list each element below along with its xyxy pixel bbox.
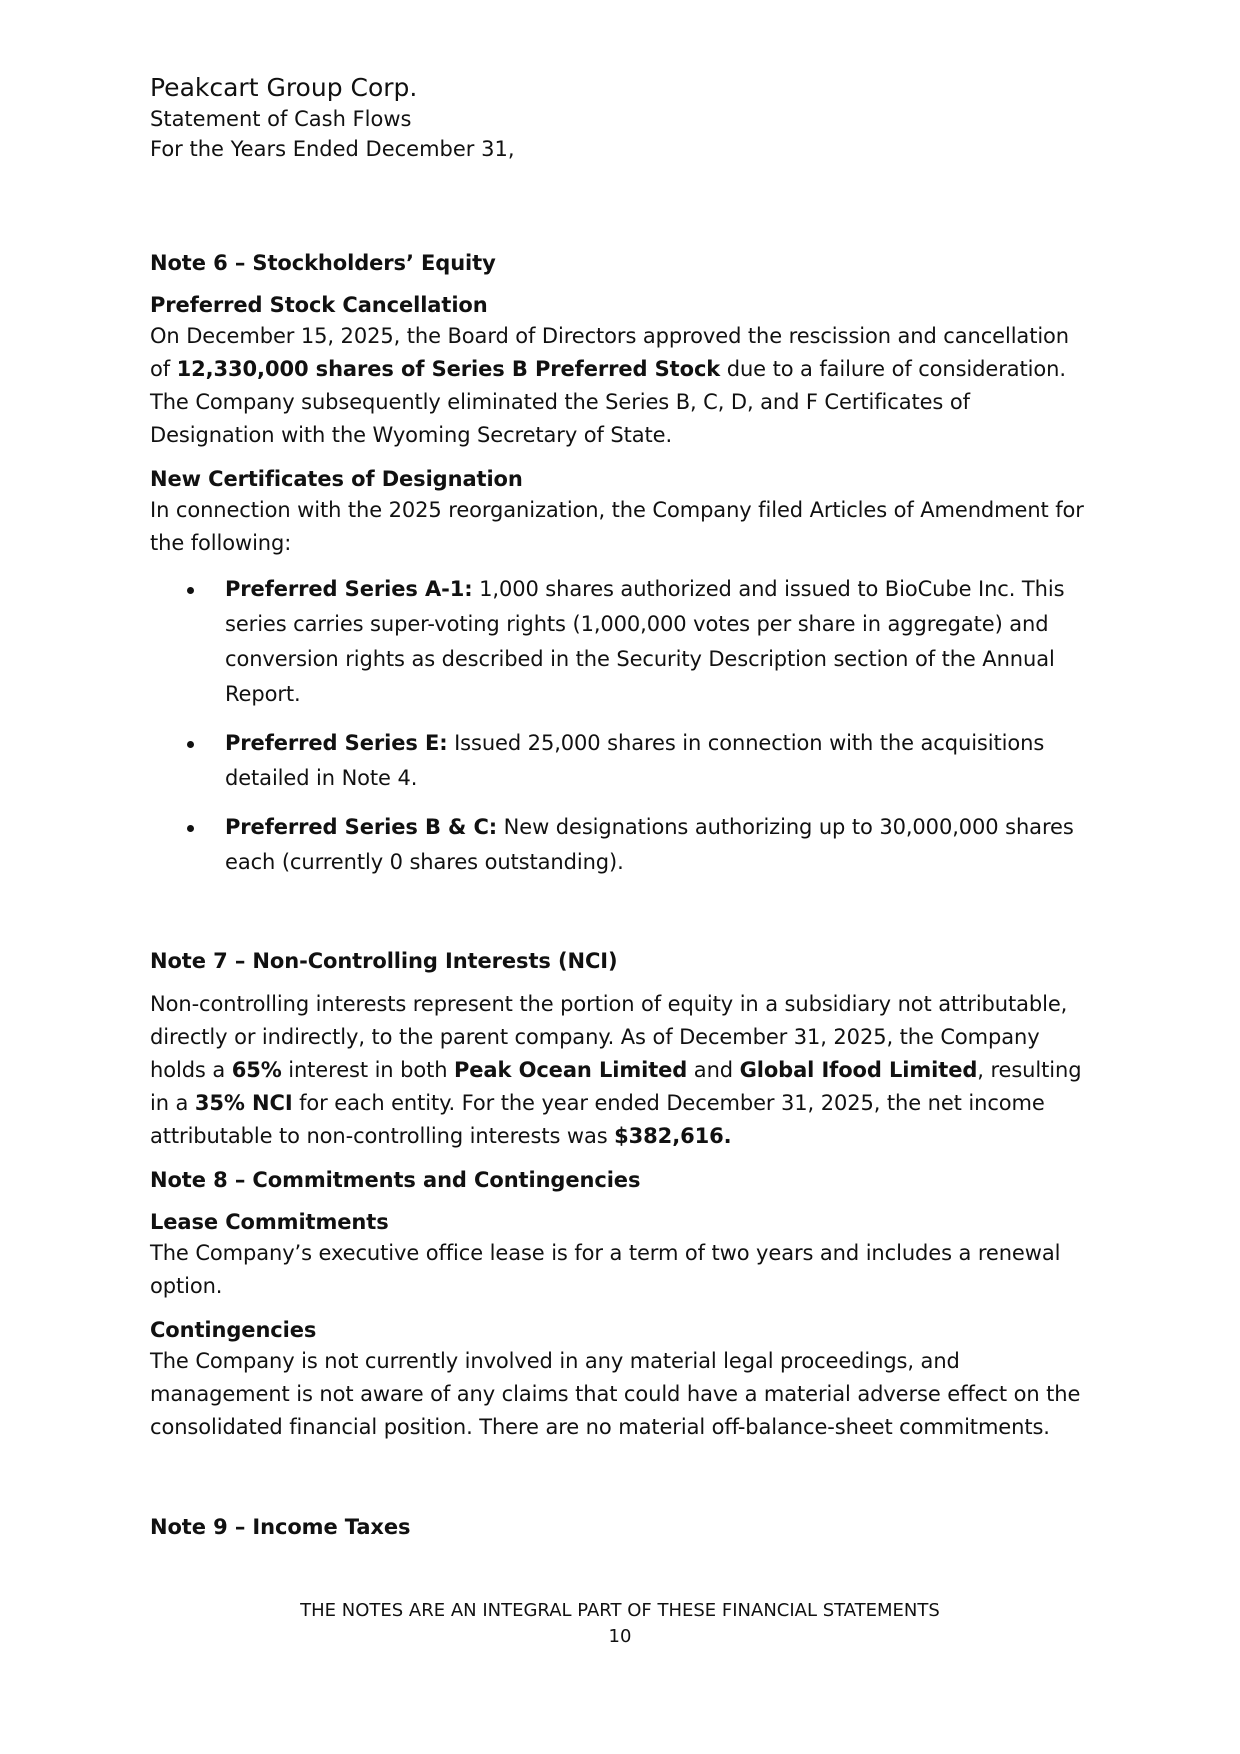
bold-text: $382,616. [614,1124,732,1148]
statement-period: For the Years Ended December 31, [150,137,515,161]
note-6-title: Note 6 – Stockholders’ Equity [150,251,496,275]
page-number: 10 [608,1626,632,1647]
text-run: for each entity. For the year ended December 31, 2025, the net income attributable to non-controlling interests was [150,1091,1045,1148]
bullet-icon [187,741,194,748]
note-8-title: Note 8 – Commitments and Contingencies [150,1168,641,1192]
note-7-title: Note 7 – Non-Controlling Interests (NCI) [150,949,618,973]
section-spacer [150,894,1090,946]
list-item-text: New designations authorizing up to 30,000,000 shares each (currently 0 shares outstanding). [225,815,1074,874]
text-run: interest in both [281,1058,454,1082]
section-spacer [150,1456,1090,1512]
preferred-stock-cancellation-paragraph [150,320,1090,452]
text-run: , resulting in a [150,1058,1082,1115]
text-run: due to a failure of consideration. The Company subsequently eliminated the Series B, C, D, and F Certificates of Designation with the Wyoming Secretary of State. [150,357,1066,447]
lease-commitments-paragraph: The Company’s executive office lease is for a term of two years and includes a renewal option. [150,1241,1061,1298]
company-name: Peakcart Group Corp. [150,73,418,102]
new-certificates-intro: In connection with the 2025 reorganization, the Company filed Articles of Amendment for the following: [150,498,1084,555]
lease-commitments-heading: Lease Commitments [150,1210,389,1234]
nci-paragraph [150,988,1090,1153]
new-certificates-heading: New Certificates of Designation [150,467,523,491]
contingencies-heading: Contingencies [150,1318,317,1342]
bullet-icon [187,825,194,832]
contingencies-paragraph: The Company is not currently involved in any material legal proceedings, and management is not aware of any claims that could have a material adverse effect on the consolidated financial position. There are no material off-balance-sheet commitments. [150,1349,1081,1439]
document-header [150,72,1050,164]
footer-notice: THE NOTES ARE AN INTEGRAL PART OF THESE FINANCIAL STATEMENTS [300,1600,940,1621]
list-item [150,572,1090,712]
text-run: On December 15, 2025, the Board of Directors approved the rescission and cancellation of [150,324,1070,381]
preferred-stock-cancellation-heading: Preferred Stock Cancellation [150,293,488,317]
bullet-icon [187,587,194,594]
list-item [150,726,1090,796]
note-9-title: Note 9 – Income Taxes [150,1515,411,1539]
page-footer [0,1598,1240,1650]
designation-list [150,572,1090,880]
list-item [150,810,1090,880]
list-item-label: Preferred Series E: [225,731,448,755]
list-item-label: Preferred Series A-1: [225,577,473,601]
bold-text: 65% [231,1058,282,1082]
list-item-text: 1,000 shares authorized and issued to BioCube Inc. This series carries super-voting rights (1,000,000 votes per share in aggregate) and conversion rights as described in the Security Description section of the Annual Report. [225,577,1065,706]
list-item-text: Issued 25,000 shares in connection with the acquisitions detailed in Note 4. [225,731,1045,790]
text-run: and [687,1058,740,1082]
bold-text: Peak Ocean Limited [454,1058,688,1082]
text-run: Non-controlling interests represent the portion of equity in a subsidiary not attributable, directly or indirectly, to the parent company. As of December 31, 2025, the Company holds a [150,992,1068,1082]
bold-text: Global Ifood Limited [739,1058,978,1082]
bold-text: 35% NCI [194,1091,293,1115]
statement-title: Statement of Cash Flows [150,107,412,131]
list-item-label: Preferred Series B & C: [225,815,498,839]
bold-text: 12,330,000 shares of Series B Preferred Stock [176,357,721,381]
document-body [150,248,1090,1554]
